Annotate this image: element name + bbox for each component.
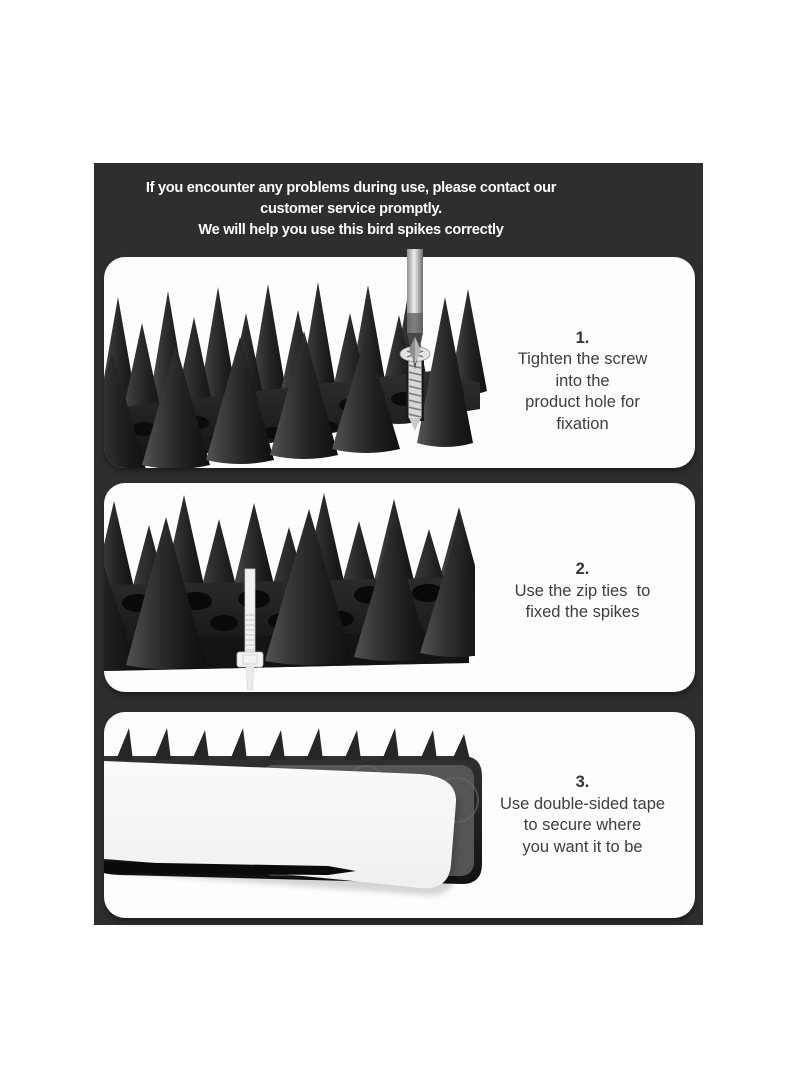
step2-illustration bbox=[104, 483, 475, 692]
spike-strip-tape-icon bbox=[104, 712, 494, 918]
step-line: into the bbox=[555, 371, 610, 390]
step-line: fixation bbox=[556, 414, 609, 433]
step3-illustration bbox=[104, 712, 494, 918]
step-line: Tighten the screw bbox=[517, 350, 648, 369]
step-number: 1. bbox=[575, 328, 590, 347]
step-number: 2. bbox=[575, 560, 590, 579]
step-line: Use the zip ties to bbox=[514, 581, 651, 600]
step-line: fixed the spikes bbox=[525, 603, 640, 622]
step-panel-3 bbox=[104, 712, 695, 918]
step-line: you want it to be bbox=[522, 837, 643, 856]
step-number: 3. bbox=[575, 773, 590, 791]
step2-text bbox=[476, 483, 689, 692]
header-note bbox=[94, 178, 608, 241]
step-line: Use double-sided tape bbox=[499, 794, 666, 813]
top-spike-row bbox=[116, 728, 470, 760]
step-line: to secure where bbox=[523, 816, 642, 834]
step-panel-2 bbox=[104, 483, 695, 692]
instruction-card bbox=[94, 163, 703, 925]
step-panel-1 bbox=[104, 257, 695, 468]
step1-text bbox=[476, 257, 689, 468]
step1-illustration bbox=[104, 257, 499, 468]
step3-text bbox=[476, 712, 689, 918]
header-line: We will help you use this bird spikes correctly bbox=[198, 222, 504, 238]
spike-strip-zip-tie-icon bbox=[104, 483, 475, 692]
header-line: If you encounter any problems during use, please contact our bbox=[145, 180, 557, 196]
spike-strip-screwdriver-icon bbox=[104, 257, 499, 468]
step-line: product hole for bbox=[525, 393, 640, 412]
header-line: customer service promptly. bbox=[260, 201, 442, 217]
